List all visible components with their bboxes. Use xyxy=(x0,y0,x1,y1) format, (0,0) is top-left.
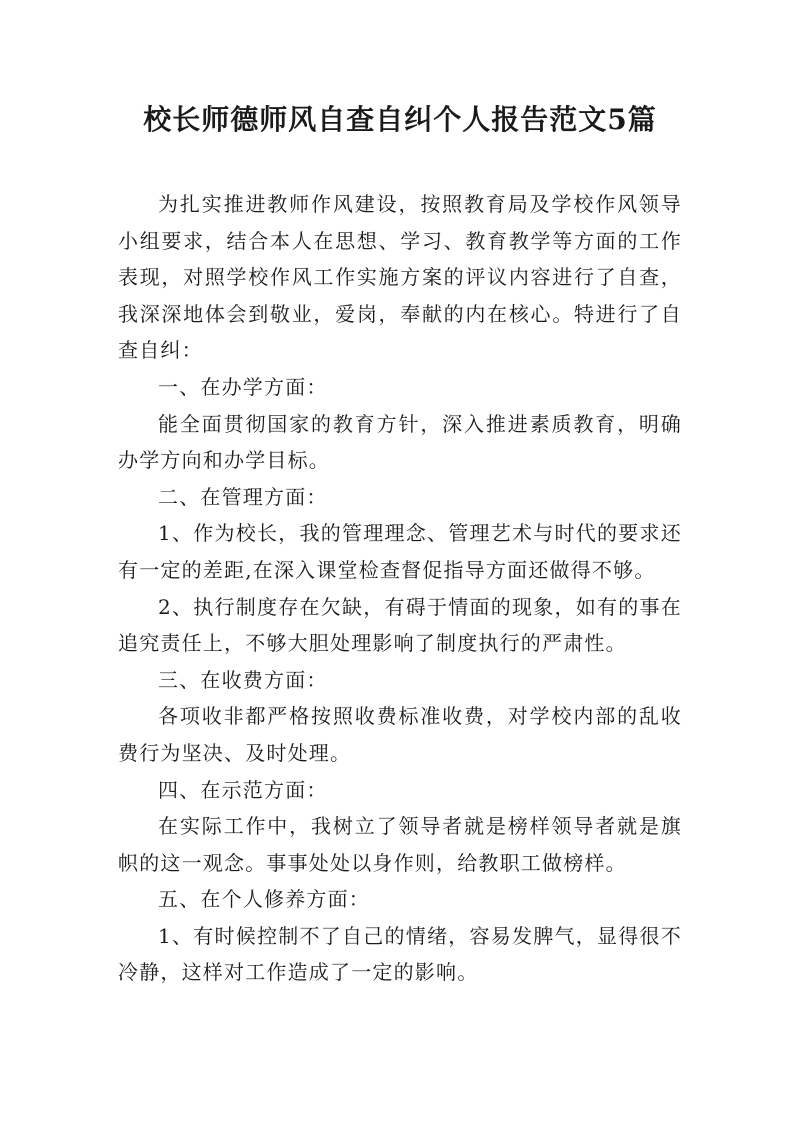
paragraph-fees: 各项收非都严格按照收费标准收费，对学校内部的乱收费行为坚决、及时处理。 xyxy=(118,704,682,765)
paragraph-management-1: 1、作为校长，我的管理理念、管理艺术与时代的要求还有一定的差距,在深入课堂检查督促指导方面还做得不够。 xyxy=(118,521,682,582)
section-heading-fees: 三、在收费方面： xyxy=(158,667,328,692)
paragraph-intro: 为扎实推进教师作风建设，按照教育局及学校作风领导小组要求，结合本人在思想、学习、教育教学等方面的工作表现，对照学校作风工作实施方案的评议内容进行了自查，我深深地体会到敬业，爱岗，奉献的内在核心。特进行了自查自纠： xyxy=(118,192,682,363)
section-heading-management: 二、在管理方面： xyxy=(158,484,328,509)
document-body xyxy=(118,186,682,991)
section-heading-school-running: 一、在办学方面： xyxy=(158,374,328,399)
paragraph-personal-cultivation-1: 1、有时候控制不了自己的情绪，容易发脾气，显得很不冷静，这样对工作造成了一定的影响。 xyxy=(118,923,682,985)
document-title: 校长师德师风自查自纠个人报告范文5篇 xyxy=(143,103,657,136)
section-heading-example: 四、在示范方面： xyxy=(158,777,328,802)
section-heading-personal-cultivation: 五、在个人修养方面： xyxy=(158,887,370,912)
paragraph-school-running: 能全面贯彻国家的教育方针，深入推进素质教育，明确办学方向和办学目标。 xyxy=(118,411,682,473)
paragraph-management-2: 2、执行制度存在欠缺，有碍于情面的现象，如有的事在追究责任上，不够大胆处理影响了制度执行的严肃性。 xyxy=(118,594,682,656)
paragraph-example: 在实际工作中，我树立了领导者就是榜样领导者就是旗帜的这一观念。事事处处以身作则，给教职工做榜样。 xyxy=(118,814,682,875)
